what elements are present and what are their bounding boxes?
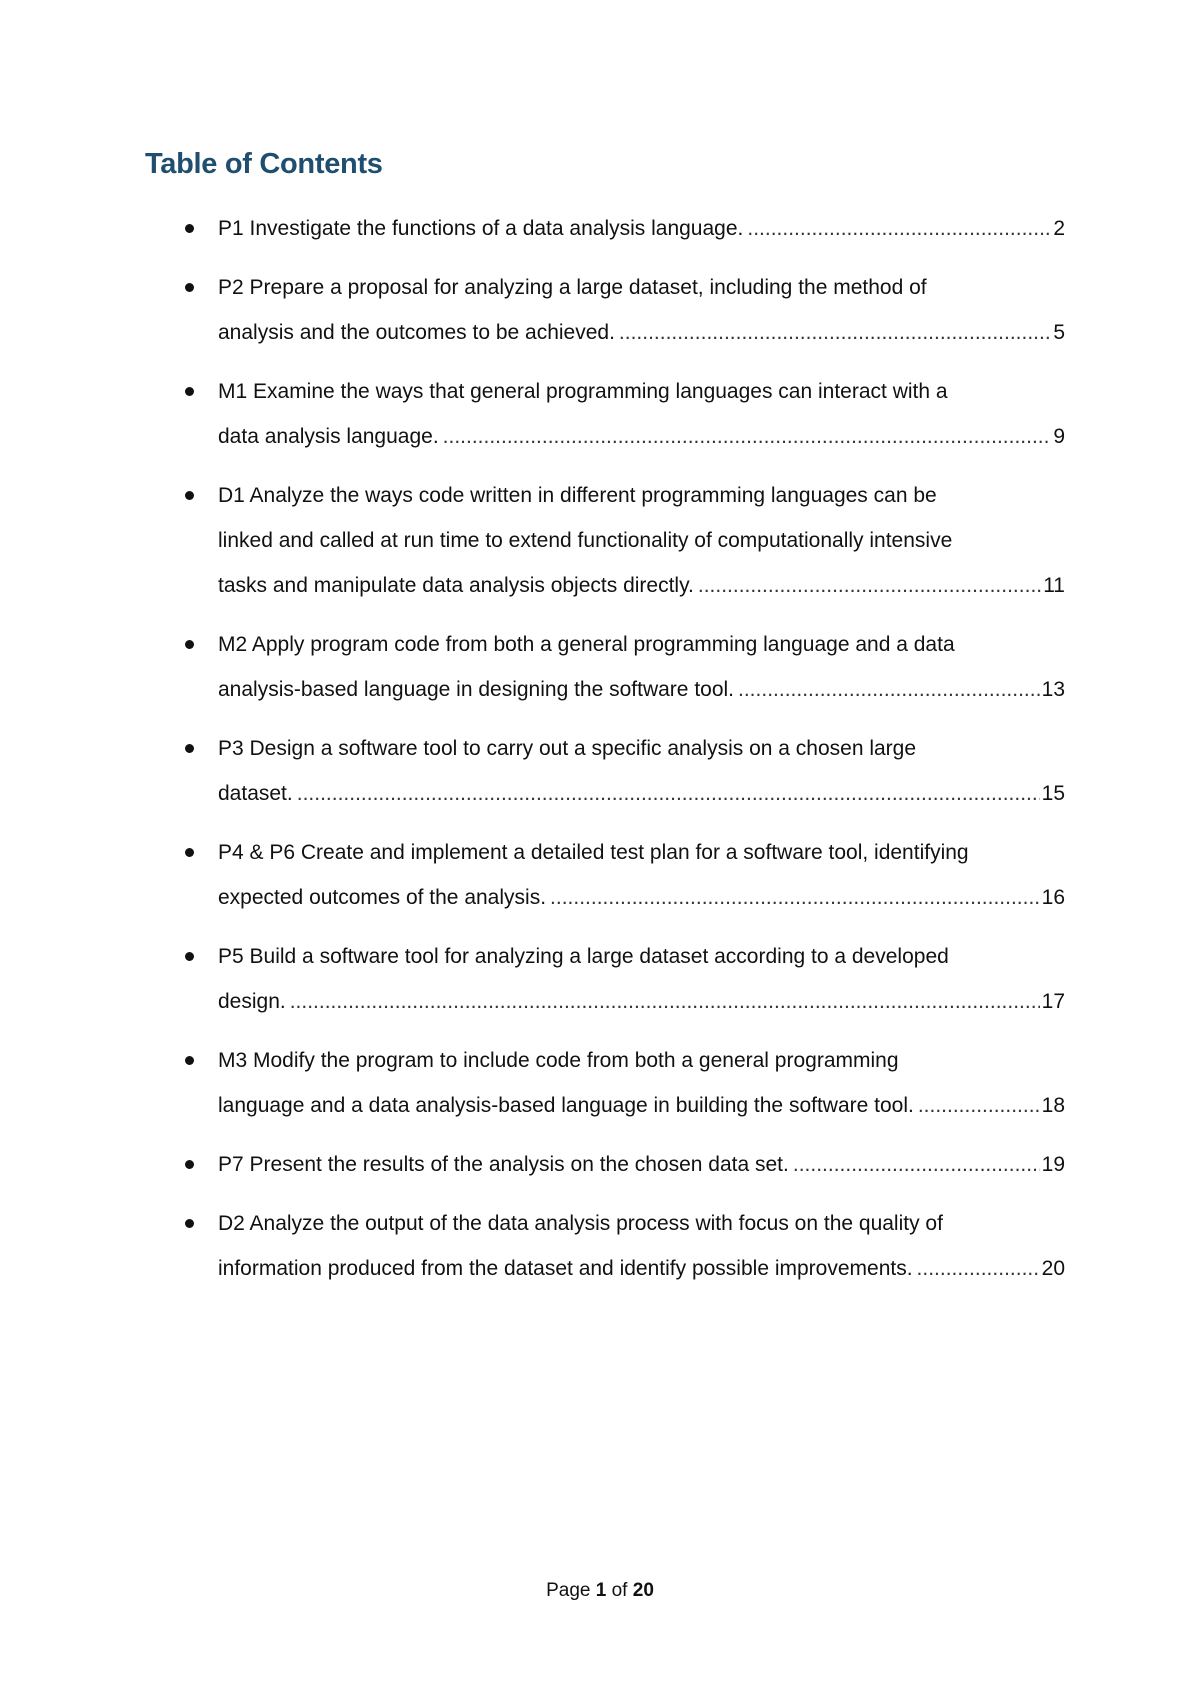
toc-entry-text: information produced from the dataset and identify possible improvements. (218, 1257, 913, 1280)
toc-page-number[interactable]: 15 (1041, 782, 1065, 805)
toc-entry-text: dataset. (218, 782, 293, 805)
toc-entry[interactable] (180, 830, 1065, 920)
footer-current-page: 1 (595, 1580, 607, 1601)
bullet-icon (185, 283, 194, 292)
dot-leader (793, 1142, 1040, 1187)
bullet-icon (185, 224, 194, 233)
toc-entry[interactable] (180, 1201, 1065, 1291)
toc-page-number[interactable]: 17 (1041, 990, 1065, 1013)
bullet-icon (185, 387, 194, 396)
bullet-icon (185, 1160, 194, 1169)
toc-entry-text: tasks and manipulate data analysis objects directly. (218, 574, 694, 597)
dot-leader (443, 414, 1052, 459)
toc-entry-text: P2 Prepare a proposal for analyzing a large dataset, including the method of (218, 276, 927, 299)
toc-list (180, 206, 1065, 1305)
toc-page-number[interactable]: 5 (1053, 321, 1065, 344)
toc-entry-text: P5 Build a software tool for analyzing a large dataset according to a developed (218, 945, 949, 968)
toc-entry[interactable] (180, 473, 1065, 608)
toc-entry-text: language and a data analysis-based language in building the software tool. (218, 1094, 914, 1117)
toc-entry[interactable] (180, 1142, 1065, 1187)
toc-entry[interactable] (180, 265, 1065, 355)
toc-entry-text: P1 Investigate the functions of a data analysis language. (218, 217, 744, 240)
toc-entry-text: M1 Examine the ways that general programming languages can interact with a (218, 380, 948, 403)
toc-entry[interactable] (180, 1038, 1065, 1128)
footer-total-pages: 20 (632, 1580, 654, 1601)
toc-entry-text: design. (218, 990, 286, 1013)
dot-leader (550, 875, 1040, 920)
toc-page-number[interactable]: 9 (1053, 425, 1065, 448)
bullet-icon (185, 952, 194, 961)
toc-entry-text: linked and called at run time to extend functionality of computationally intensive (218, 529, 953, 552)
toc-entry-text: P3 Design a software tool to carry out a specific analysis on a chosen large (218, 737, 917, 760)
dot-leader (918, 1083, 1040, 1128)
toc-page-number[interactable]: 2 (1053, 217, 1065, 240)
toc-entry-text: data analysis language. (218, 425, 439, 448)
toc-entry-text: P7 Present the results of the analysis on the chosen data set. (218, 1153, 789, 1176)
toc-entry[interactable] (180, 934, 1065, 1024)
dot-leader (917, 1246, 1040, 1291)
dot-leader (290, 979, 1040, 1024)
toc-entry-text: analysis-based language in designing the software tool. (218, 678, 735, 701)
footer-of-label: of (611, 1580, 628, 1601)
toc-entry-text: analysis and the outcomes to be achieved. (218, 321, 615, 344)
toc-entry-text: P4 & P6 Create and implement a detailed test plan for a software tool, identifying (218, 841, 969, 864)
toc-entry-text: M2 Apply program code from both a general programming language and a data (218, 633, 955, 656)
bullet-icon (185, 1056, 194, 1065)
toc-page-number[interactable]: 11 (1043, 574, 1065, 597)
toc-entry[interactable] (180, 622, 1065, 712)
toc-page-number[interactable]: 16 (1041, 886, 1065, 909)
dot-leader (747, 206, 1051, 251)
toc-entry[interactable] (180, 206, 1065, 251)
toc-entry-text: D1 Analyze the ways code written in different programming languages can be (218, 484, 937, 507)
bullet-icon (185, 1219, 194, 1228)
toc-page-number[interactable]: 20 (1041, 1257, 1065, 1280)
toc-page-number[interactable]: 19 (1041, 1153, 1065, 1176)
bullet-icon (185, 744, 194, 753)
dot-leader (297, 771, 1040, 816)
toc-page-number[interactable]: 18 (1041, 1094, 1065, 1117)
toc-heading: Table of Contents (145, 148, 383, 180)
dot-leader (698, 563, 1041, 608)
bullet-icon (185, 491, 194, 500)
toc-entry-text: M3 Modify the program to include code from both a general programming (218, 1049, 899, 1072)
toc-page-number[interactable]: 13 (1041, 678, 1065, 701)
dot-leader (619, 310, 1051, 355)
toc-entry[interactable] (180, 369, 1065, 459)
toc-entry-text: D2 Analyze the output of the data analysis process with focus on the quality of (218, 1212, 943, 1235)
dot-leader (738, 667, 1040, 712)
bullet-icon (185, 848, 194, 857)
bullet-icon (185, 640, 194, 649)
footer-page-label: Page (546, 1580, 591, 1601)
toc-entry-text: expected outcomes of the analysis. (218, 886, 547, 909)
toc-entry[interactable] (180, 726, 1065, 816)
page-footer (0, 1580, 1200, 1602)
